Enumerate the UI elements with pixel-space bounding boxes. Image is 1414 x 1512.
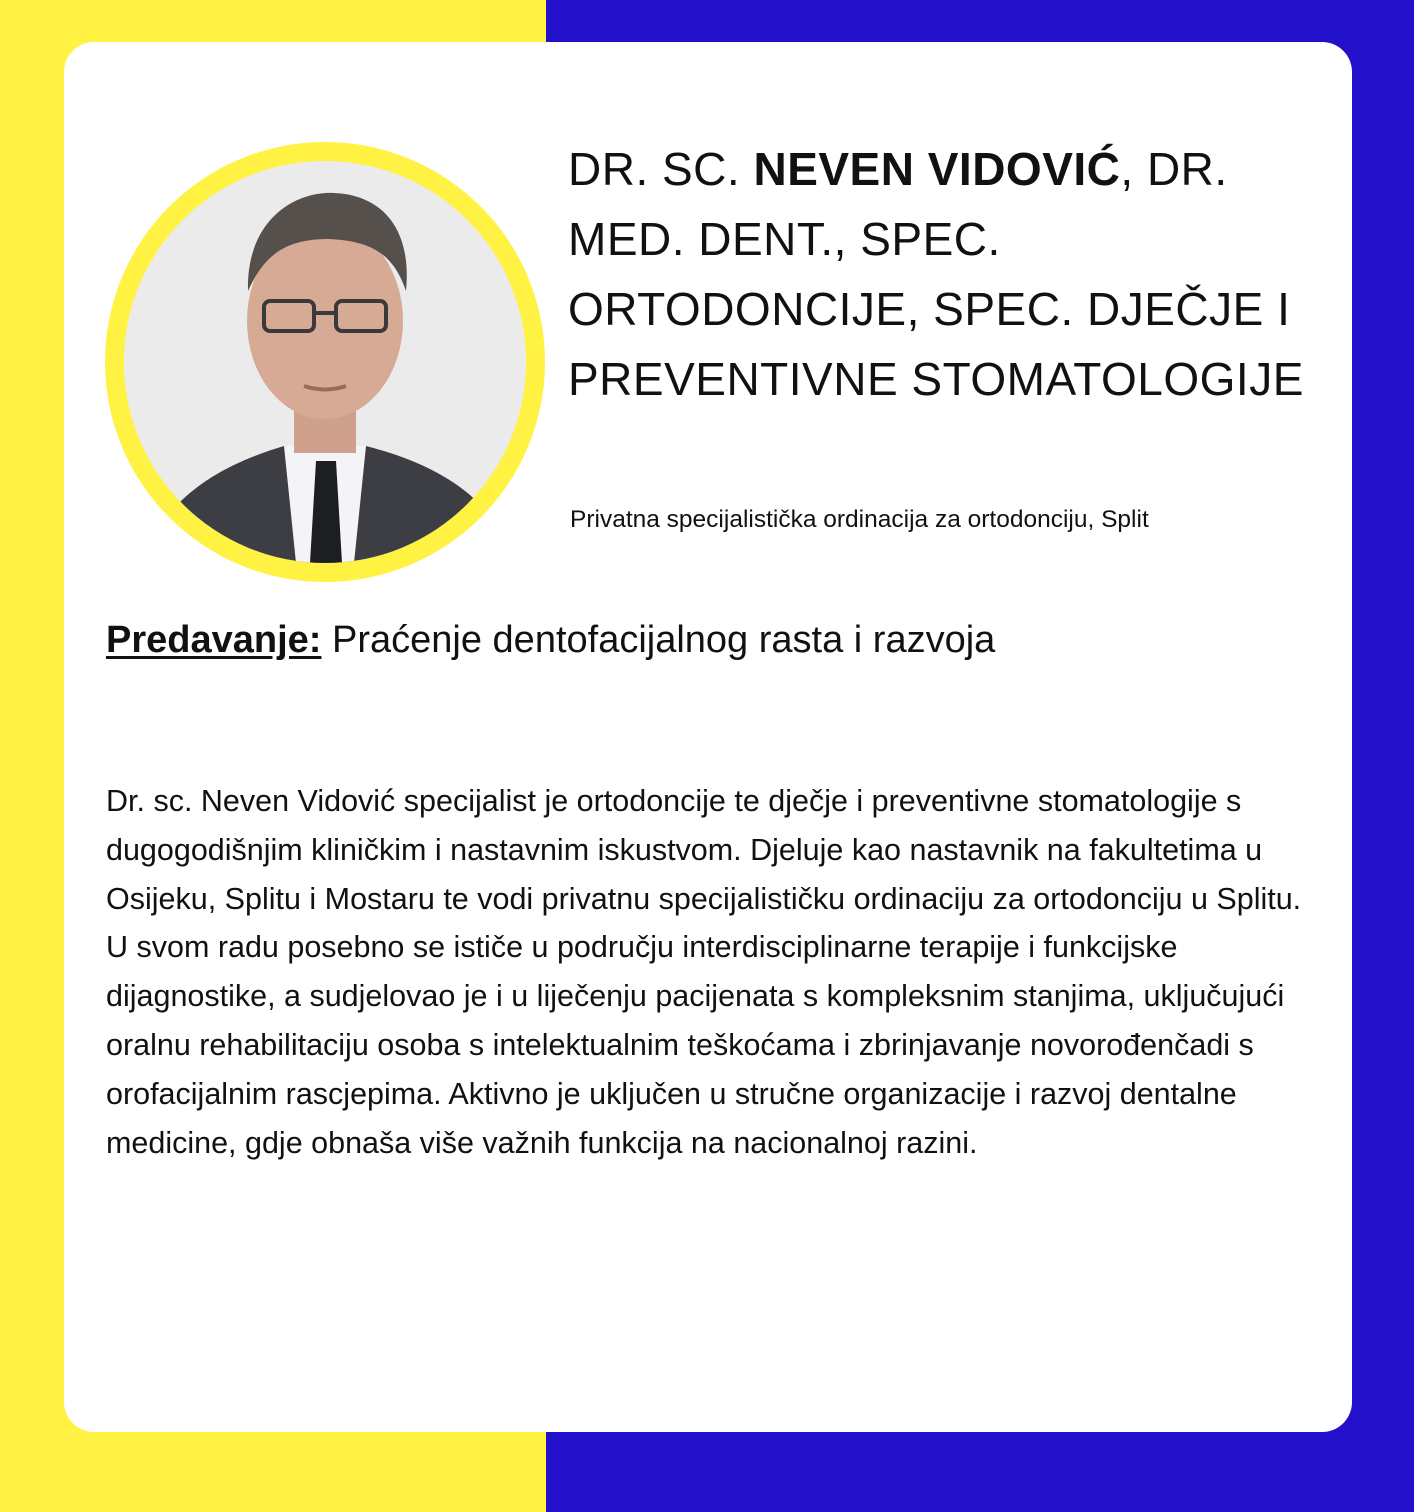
speaker-photo-icon [124, 161, 526, 563]
speaker-bio [106, 777, 1306, 1167]
speaker-affiliation: Privatna specijalistička ordinacija za ortodonciju, Split [570, 506, 1149, 533]
speaker-name: NEVEN VIDOVIĆ [753, 143, 1121, 195]
speaker-credentials: , DR. MED. DENT., SPEC. ORTODONCIJE, SPEC. DJEČJE I PREVENTIVNE STOMATOLOGIJE [568, 143, 1304, 405]
bio-paragraph-2: U svom radu posebno se ističe u području interdisciplinarne terapije i funkcijske dijagnostike, a sudjelovao je i u liječenju pacijenata s kompleksnim stanjima, uključujući oralnu rehabilitaciju osoba s intelektualnim teškoćama i zbrinjavanje novorođenčadi s orofacijalnim rascjepima. Aktivno je uključen u stručne organizacije i razvoj dentalne medicine, gdje obnaša više važnih funkcija na nacionalnoj razini. [106, 930, 1285, 1160]
bio-paragraph-1: Dr. sc. Neven Vidović specijalist je ortodoncije te dječje i preventivne stomatologije s dugogodišnjim kliničkim i nastavnim iskustvom. Djeluje kao nastavnik na fakultetima u Osijeku, Splitu i Mostaru te vodi privatnu specijalističku ordinaciju za ortodonciju u Splitu. [106, 784, 1302, 916]
speaker-title [568, 134, 1308, 414]
lecture-title: Praćenje dentofacijalnog rasta i razvoja [321, 619, 996, 661]
speaker-photo [124, 161, 526, 563]
lecture-label: Predavanje: [106, 619, 322, 661]
speaker-prefix: DR. SC. [568, 143, 754, 195]
lecture-heading [106, 614, 1306, 666]
